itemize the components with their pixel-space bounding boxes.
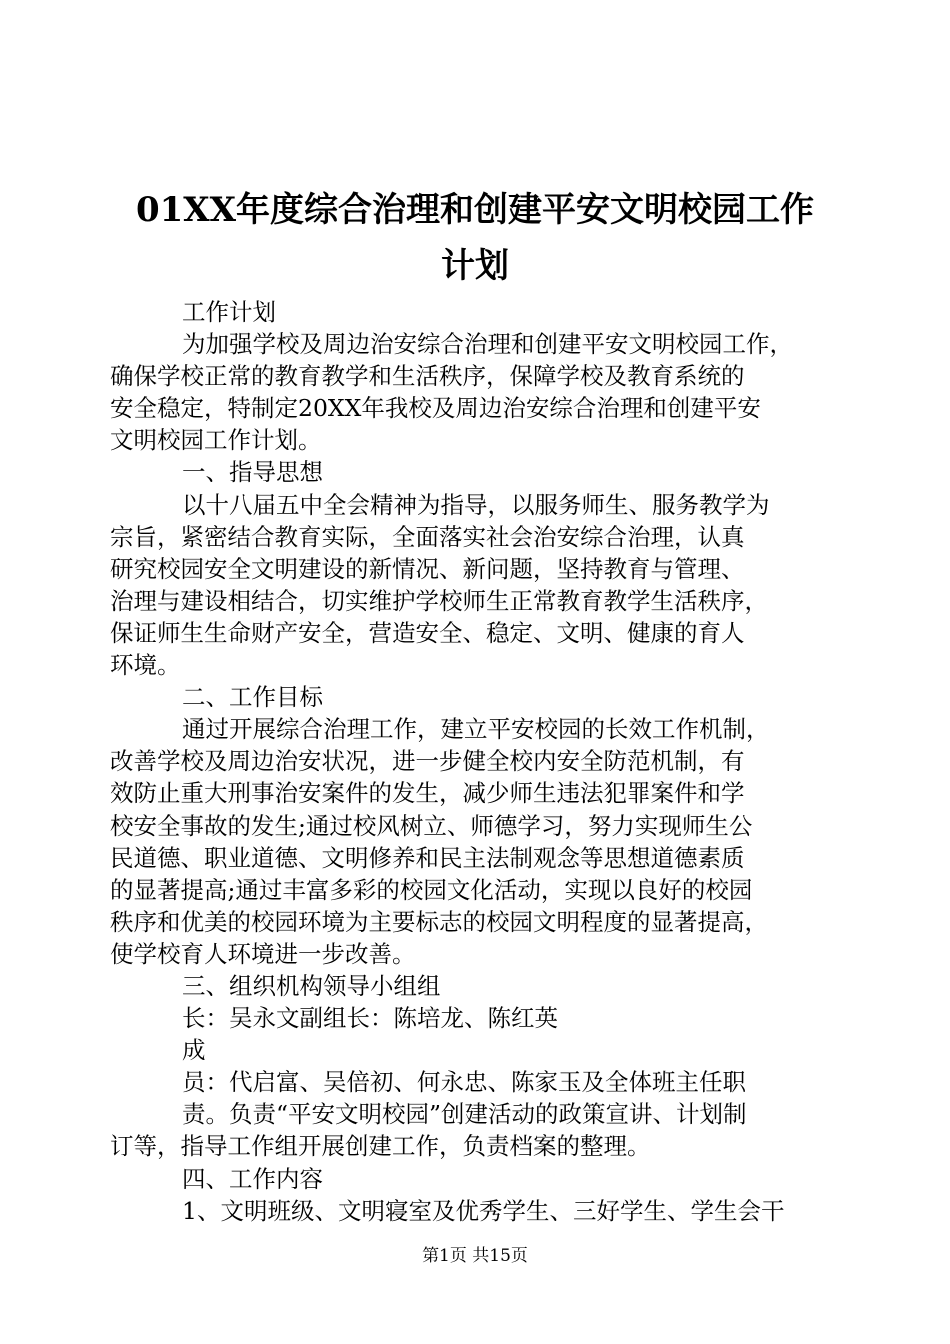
body-line: 成: [182, 1036, 206, 1065]
body-line: 安全稳定，特制定20XX年我校及周边治安综合治理和创建平安: [110, 394, 761, 423]
body-line: 为加强学校及周边治安综合治理和创建平安文明校园工作，: [182, 330, 793, 359]
body-line: 研究校园安全文明建设的新情况、新问题，坚持教育与管理、: [110, 554, 745, 583]
body-line: 确保学校正常的教育教学和生活秩序，保障学校及教育系统的: [110, 362, 745, 391]
body-line: 长：吴永文副组长：陈培龙、陈红英: [182, 1004, 558, 1033]
body-line: 员：代启富、吴倍初、何永忠、陈家玉及全体班主任职: [182, 1068, 746, 1097]
body-line: 责。负责“平安文明校园”创建活动的政策宣讲、计划制: [182, 1100, 747, 1129]
title-line-1: 01XX年度综合治理和创建平安文明校园工作: [135, 190, 815, 230]
body-line: 文明校园工作计划。: [110, 426, 322, 455]
body-line: 以十八届五中全会精神为指导，以服务师生、服务教学为: [182, 490, 770, 519]
body-line: 工作计划: [182, 298, 276, 326]
body-line: 订等，指导工作组开展创建工作，负责档案的整理。: [110, 1132, 651, 1161]
body-line: 校安全事故的发生;通过校风树立、师德学习，努力实现师生公: [110, 811, 753, 840]
body-line: 二、工作目标: [182, 683, 323, 712]
body-line: 通过开展综合治理工作，建立平安校园的长效工作机制，: [182, 715, 770, 744]
body-line: 治理与建设相结合，切实维护学校师生正常教育教学生活秩序，: [110, 586, 768, 615]
body-line: 秩序和优美的校园环境为主要标志的校园文明程度的显著提高，: [110, 907, 768, 936]
body-line: 1、文明班级、文明寝室及优秀学生、三好学生、学生会干: [182, 1196, 785, 1225]
body-line: 保证师生生命财产安全，营造安全、稳定、文明、健康的育人: [110, 618, 745, 647]
body-line: 民道德、职业道德、文明修养和民主法制观念等思想道德素质: [110, 843, 745, 872]
body-line: 效防止重大刑事治安案件的发生，减少师生违法犯罪案件和学: [110, 779, 745, 808]
body-line: 使学校育人环境进一步改善。: [110, 939, 416, 968]
body-line: 的显著提高;通过丰富多彩的校园文化活动，实现以良好的校园: [110, 875, 753, 904]
body-line: 环境。: [110, 651, 181, 680]
body-line: 四、工作内容: [182, 1164, 323, 1193]
title-line-2: 计划: [441, 246, 509, 286]
page-footer: 第1页 共15页: [422, 1246, 528, 1266]
document-body: [110, 296, 845, 1227]
body-line: 三、组织机构领导小组组: [182, 971, 441, 1000]
document-title: [100, 182, 850, 294]
body-line: 改善学校及周边治安状况，进一步健全校内安全防范机制，有: [110, 747, 745, 776]
body-line: 一、指导思想: [182, 458, 323, 487]
body-line: 宗旨，紧密结合教育实际，全面落实社会治安综合治理，认真: [110, 522, 745, 551]
